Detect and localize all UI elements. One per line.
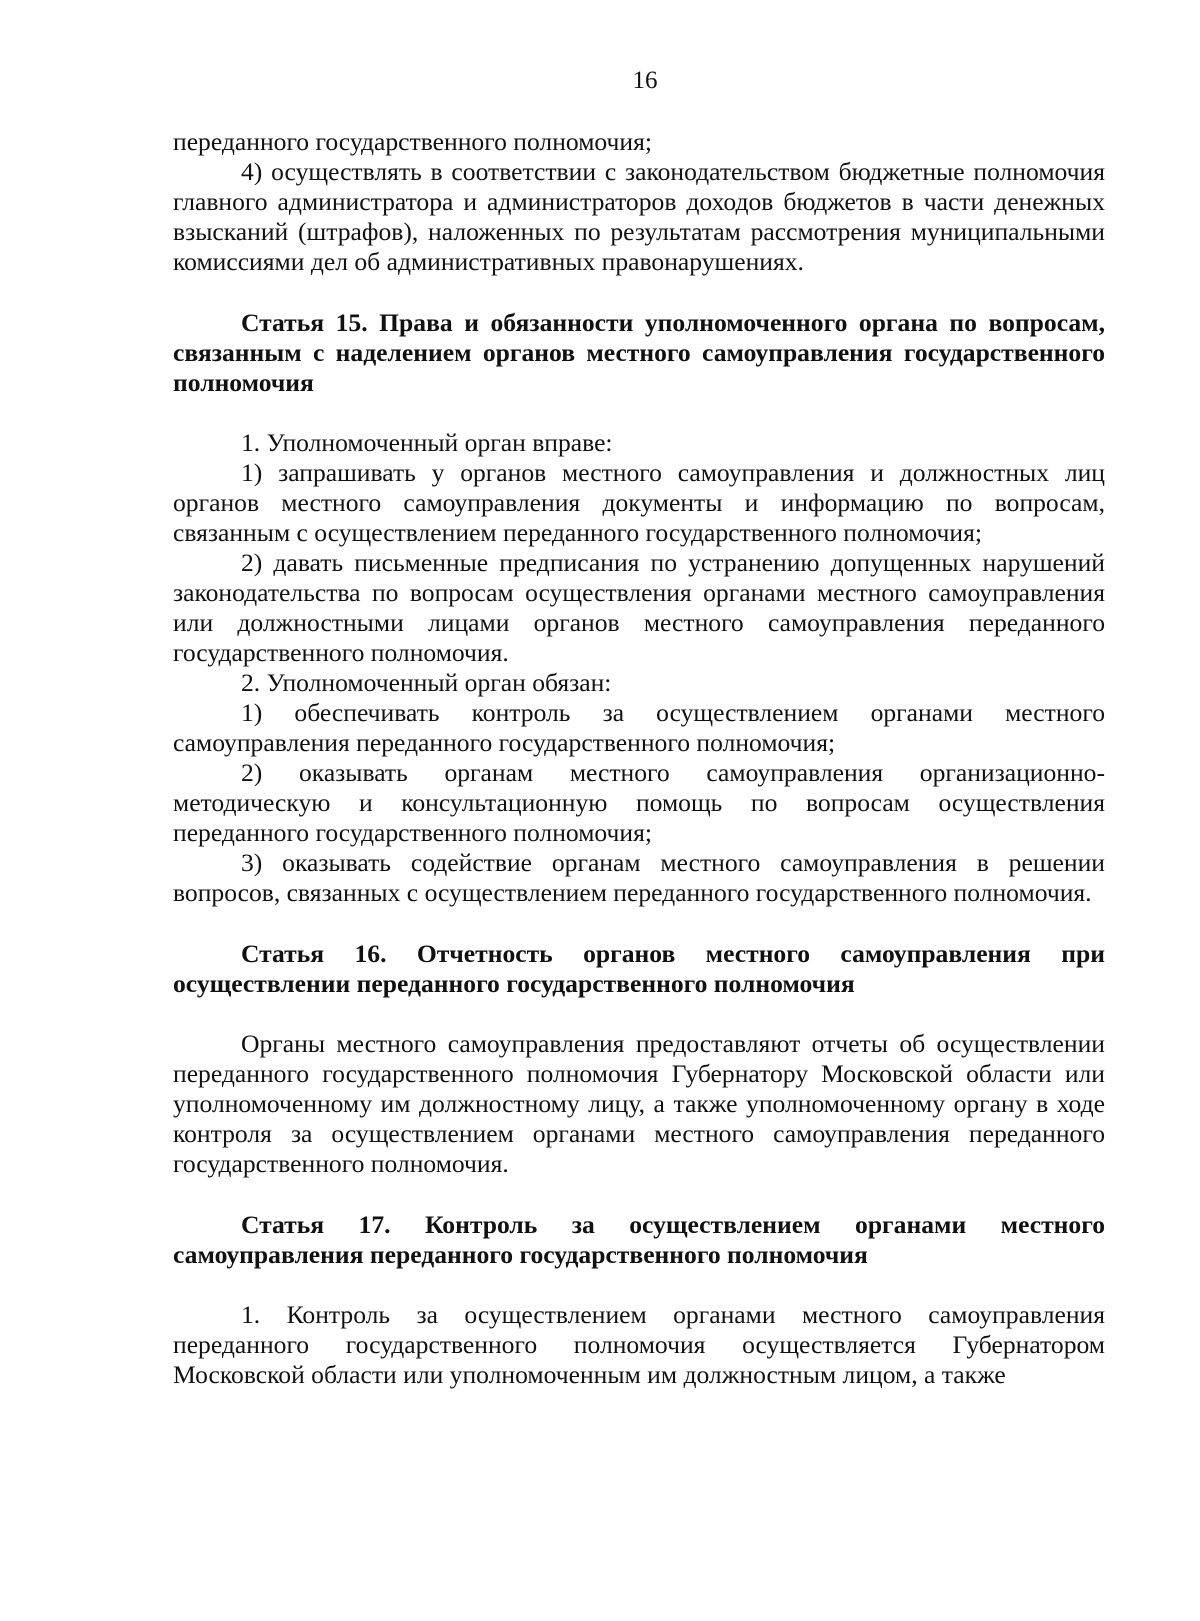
article-15-clause-2: 2. Уполномоченный орган обязан: (241, 668, 612, 697)
article-15-clause-1-item-2: 2) давать письменные предписания по устранению допущенных нарушений законодательства по вопросам осуществления органами местного самоуправления или должностными лицами органов местного самоуправления переданного государственного полномочия. (173, 548, 1105, 667)
paragraph-continuation: переданного государственного полномочия; (173, 127, 652, 156)
article-15-clause-1: 1. Уполномоченный орган вправе: (241, 428, 613, 457)
article-16-heading: Статья 16. Отчетность органов местного самоуправления при осуществлении переданного государственного полномочия (173, 939, 1105, 998)
article-15-clause-2-item-3: 3) оказывать содействие органам местного самоуправления в решении вопросов, связанных с осуществлением переданного государственного полномочия. (173, 848, 1105, 907)
article-16-text: Органы местного самоуправления предоставляют отчеты об осуществлении переданного государственного полномочия Губернатору Московской области или уполномоченному им должностному лицу, а также уполномоченному органу в ходе контроля за осуществлением органами местного самоуправления переданного государственного полномочия. (173, 1029, 1105, 1178)
page-number: 16 (632, 67, 658, 94)
article-15-clause-1-item-1: 1) запрашивать у органов местного самоуправления и должностных лиц органов местного самоуправления документы и информацию по вопросам, связанным с осуществлением переданного государственного полномочия; (173, 458, 1105, 547)
article-17-heading: Статья 17. Контроль за осуществлением органами местного самоуправления переданного государственного полномочия (173, 1210, 1105, 1269)
document-body (173, 127, 1105, 1390)
article-15-heading: Статья 15. Права и обязанности уполномоченного органа по вопросам, связанным с наделением органов местного самоуправления государственного полномочия (173, 308, 1105, 397)
list-item-4: 4) осуществлять в соответствии с законодательством бюджетные полномочия главного администратора и администраторов доходов бюджетов в части денежных взысканий (штрафов), наложенных по результатам рассмотрения муниципальными комиссиями дел об административных правонарушениях. (173, 157, 1105, 276)
article-15-clause-2-item-2: 2) оказывать органам местного самоуправления организационно-методическую и консультационную помощь по вопросам осуществления переданного государственного полномочия; (173, 758, 1105, 847)
article-17-clause-1: 1. Контроль за осуществлением органами местного самоуправления переданного государственного полномочия осуществляется Губернатором Московской области или уполномоченным им должностным лицом, а также (173, 1300, 1105, 1389)
article-15-clause-2-item-1: 1) обеспечивать контроль за осуществлением органами местного самоуправления переданного государственного полномочия; (173, 698, 1105, 757)
